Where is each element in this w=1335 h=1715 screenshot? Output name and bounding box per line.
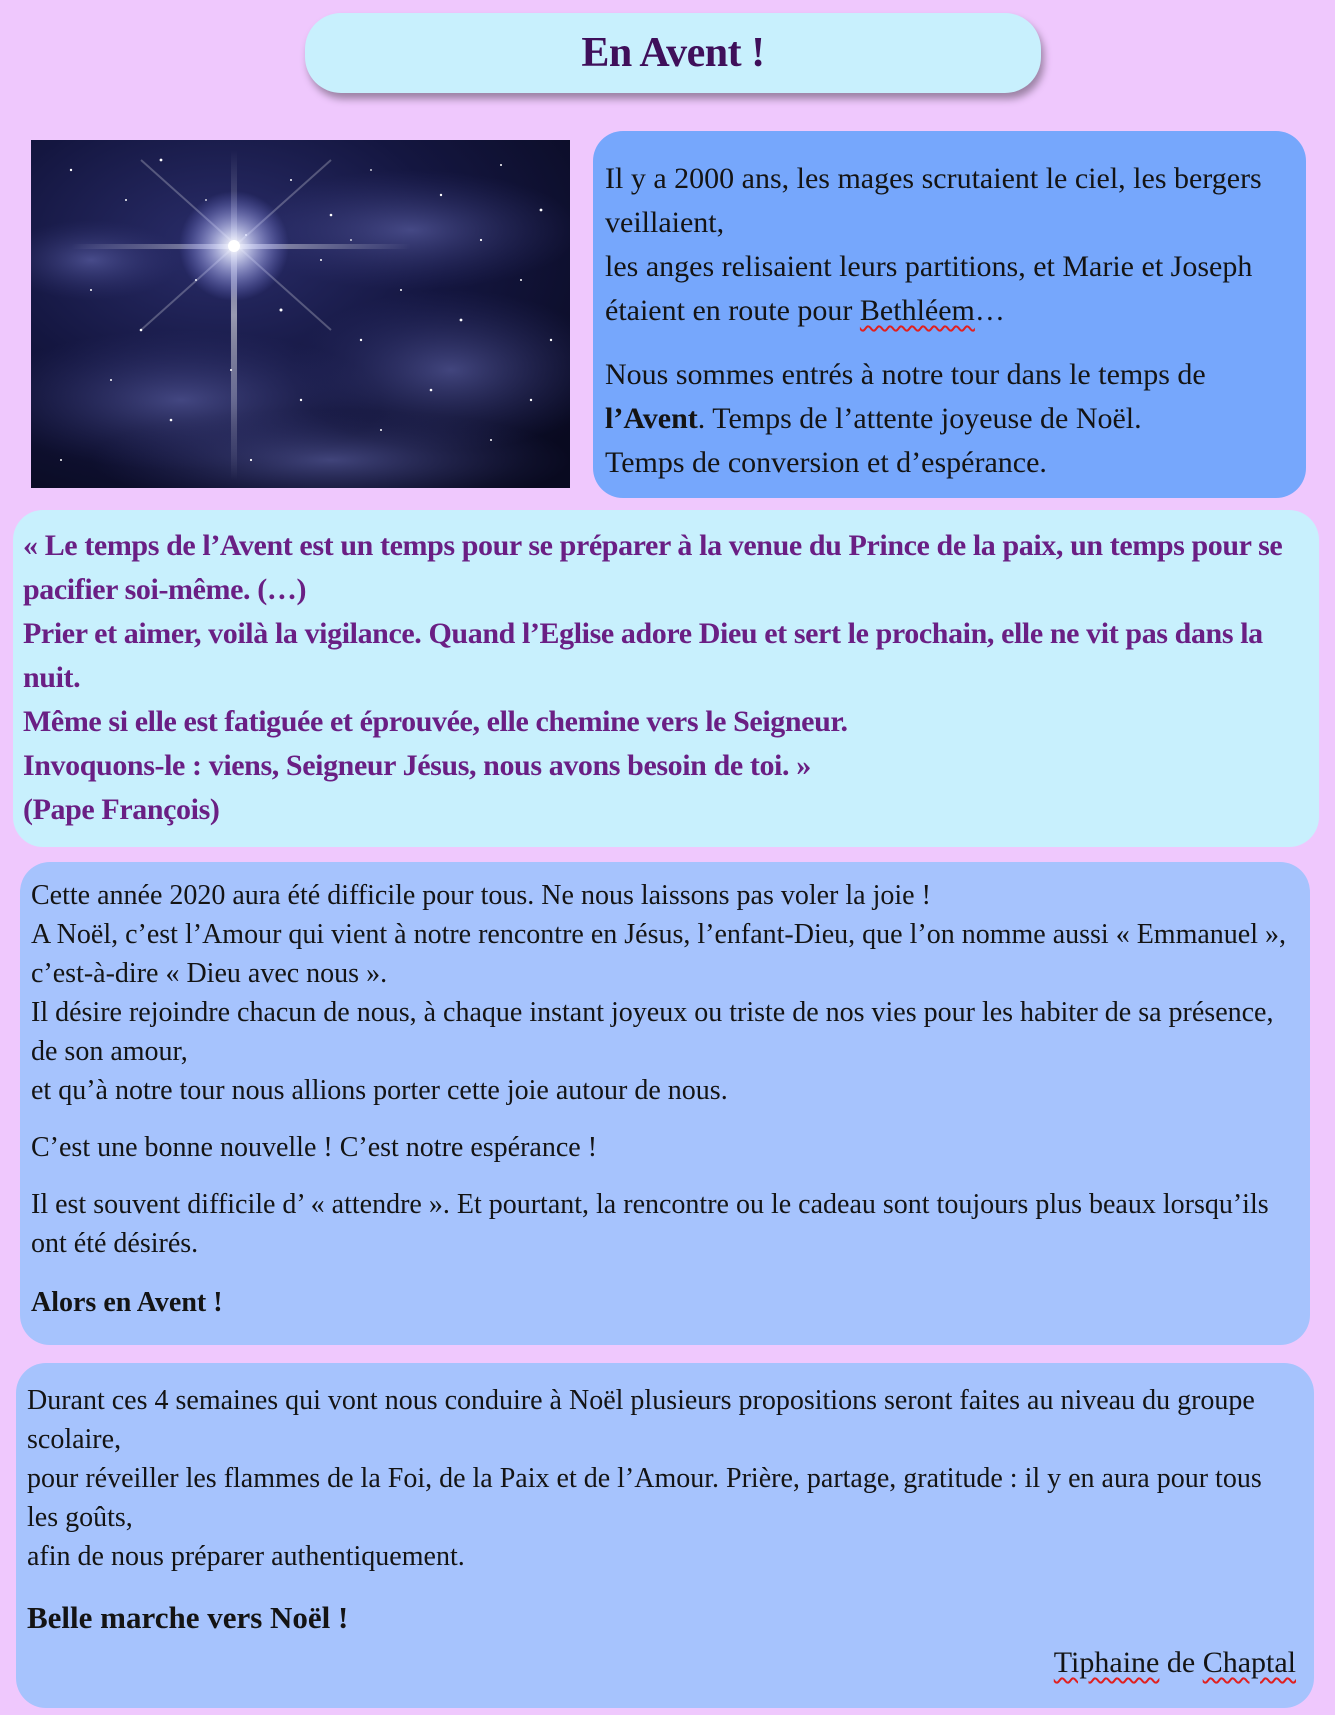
message-line-3: Il désire rejoindre chacun de nous, à chaque instant joyeux ou triste de nos vies pour les habiter de sa présence, de son amour,: [31, 997, 1274, 1067]
message-line-4: et qu’à notre tour nous allions porter cette joie autour de nous.: [31, 1075, 728, 1106]
signature-first: Tiphaine: [1053, 1646, 1160, 1679]
intro-paragraph-1: [605, 157, 1292, 333]
quote-line-4: Invoquons-le : viens, Seigneur Jésus, nous avons besoin de toi. »: [23, 749, 811, 782]
message-box: [20, 862, 1310, 1345]
night-sky-star-image: [31, 140, 570, 488]
quote-line-3: Même si elle est fatiguée et éprouvée, elle chemine vers le Seigneur.: [23, 705, 848, 738]
quote-line-2: Prier et aimer, voilà la vigilance. Quand l’Eglise adore Dieu et sert le prochain, elle ne vit pas dans la nuit.: [23, 617, 1263, 694]
intro-p2-last: Temps de conversion et d’espérance.: [605, 446, 1047, 479]
program-line-1: Durant ces 4 semaines qui vont nous conduire à Noël plusieurs propositions seront faites au niveau du groupe scolaire,: [27, 1385, 1255, 1455]
page-title: En Avent !: [581, 30, 765, 76]
program-line-2: pour réveiller les flammes de la Foi, de la Paix et de l’Amour. Prière, partage, gratitude : il y en aura pour tous les goûts,: [27, 1463, 1262, 1533]
intro-p2-bold: l’Avent: [605, 402, 698, 435]
bethleem-word: Bethléem: [859, 294, 975, 327]
pope-quote-box: [13, 510, 1319, 847]
signature-mid: de: [1159, 1646, 1203, 1679]
message-line-2: A Noël, c’est l’Amour qui vient à notre rencontre en Jésus, l’enfant-Dieu, que l’on nomme aussi « Emmanuel », c’est-à-dire « Dieu avec nous ».: [31, 919, 1286, 989]
closing-line: Alors en Avent !: [31, 1287, 223, 1318]
wish-line: Belle marche vers Noël !: [27, 1600, 349, 1635]
message-line-1: Cette année 2020 aura été difficile pour tous. Ne nous laissons pas voler la joie !: [31, 880, 931, 911]
intro-line-1: Il y a 2000 ans, les mages scrutaient le ciel, les bergers veillaient,: [605, 162, 1262, 239]
program-box: [16, 1363, 1314, 1708]
quote-attribution: (Pape François): [23, 793, 220, 826]
title-banner: [305, 13, 1041, 93]
signature: [27, 1643, 1296, 1682]
intro-p2-end: . Temps de l’attente joyeuse de Noël.: [697, 402, 1142, 435]
intro-box: [593, 131, 1306, 498]
intro-p2-start: Nous sommes entrés à notre tour dans le temps de: [605, 358, 1206, 391]
signature-last: Chaptal: [1202, 1646, 1296, 1679]
intro-line-2: les anges relisaient leurs partitions, et Marie et Joseph étaient en route pour: [605, 250, 1253, 327]
quote-line-1: « Le temps de l’Avent est un temps pour se préparer à la venue du Prince de la paix, un temps pour se pacifier soi-même. (…): [23, 529, 1283, 606]
intro-paragraph-2: [605, 353, 1292, 485]
intro-ellipsis: …: [974, 294, 1005, 327]
good-news-line: C’est une bonne nouvelle ! C’est notre espérance !: [31, 1132, 598, 1163]
program-line-3: afin de nous préparer authentiquement.: [27, 1541, 465, 1572]
waiting-line: Il est souvent difficile d’ « attendre ». Et pourtant, la rencontre ou le cadeau sont toujours plus beaux lorsqu’ils ont été désirés.: [31, 1189, 1269, 1259]
